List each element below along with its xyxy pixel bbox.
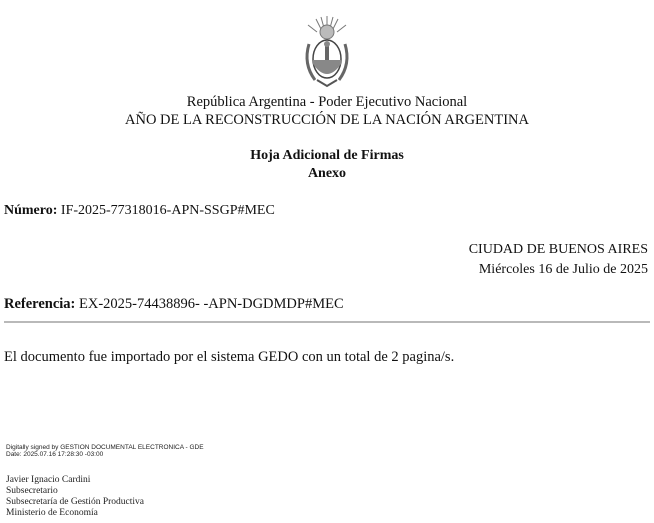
document-title: Hoja Adicional de Firmas <box>250 148 404 163</box>
numero-label: Número: <box>4 203 58 218</box>
divider <box>4 321 650 323</box>
header-line-2: AÑO DE LA RECONSTRUCCIÓN DE LA NACIÓN ARGENTINA <box>125 112 529 128</box>
header-line-1: República Argentina - Poder Ejecutivo Nacional <box>186 94 468 110</box>
date: Miércoles 16 de Julio de 2025 <box>478 262 648 277</box>
referencia-row <box>4 296 344 313</box>
referencia-value: EX-2025-74438896- -APN-DGDMDP#MEC <box>79 296 344 312</box>
digital-signature-line: Digitally signed by GESTION DOCUMENTAL ELECTRONICA - GDE <box>6 444 204 451</box>
signature-date-line: Date: 2025.07.16 17:28:30 -03:00 <box>6 451 104 458</box>
body-text: El documento fue importado por el sistema GEDO con un total de 2 pagina/s. <box>4 349 455 365</box>
document-subtitle: Anexo <box>307 166 347 181</box>
city: CIUDAD DE BUENOS AIRES <box>468 242 648 257</box>
numero-value: IF-2025-77318016-APN-SSGP#MEC <box>60 203 275 218</box>
signer-ministry: Ministerio de Economía <box>6 508 98 518</box>
signer-name: Javier Ignacio Cardini <box>6 475 91 485</box>
signer-office: Subsecretaría de Gestión Productiva <box>6 497 144 507</box>
referencia-label: Referencia: <box>4 296 76 312</box>
numero-row <box>4 203 275 219</box>
coat-of-arms-icon <box>301 14 353 90</box>
signer-position: Subsecretario <box>6 486 58 496</box>
